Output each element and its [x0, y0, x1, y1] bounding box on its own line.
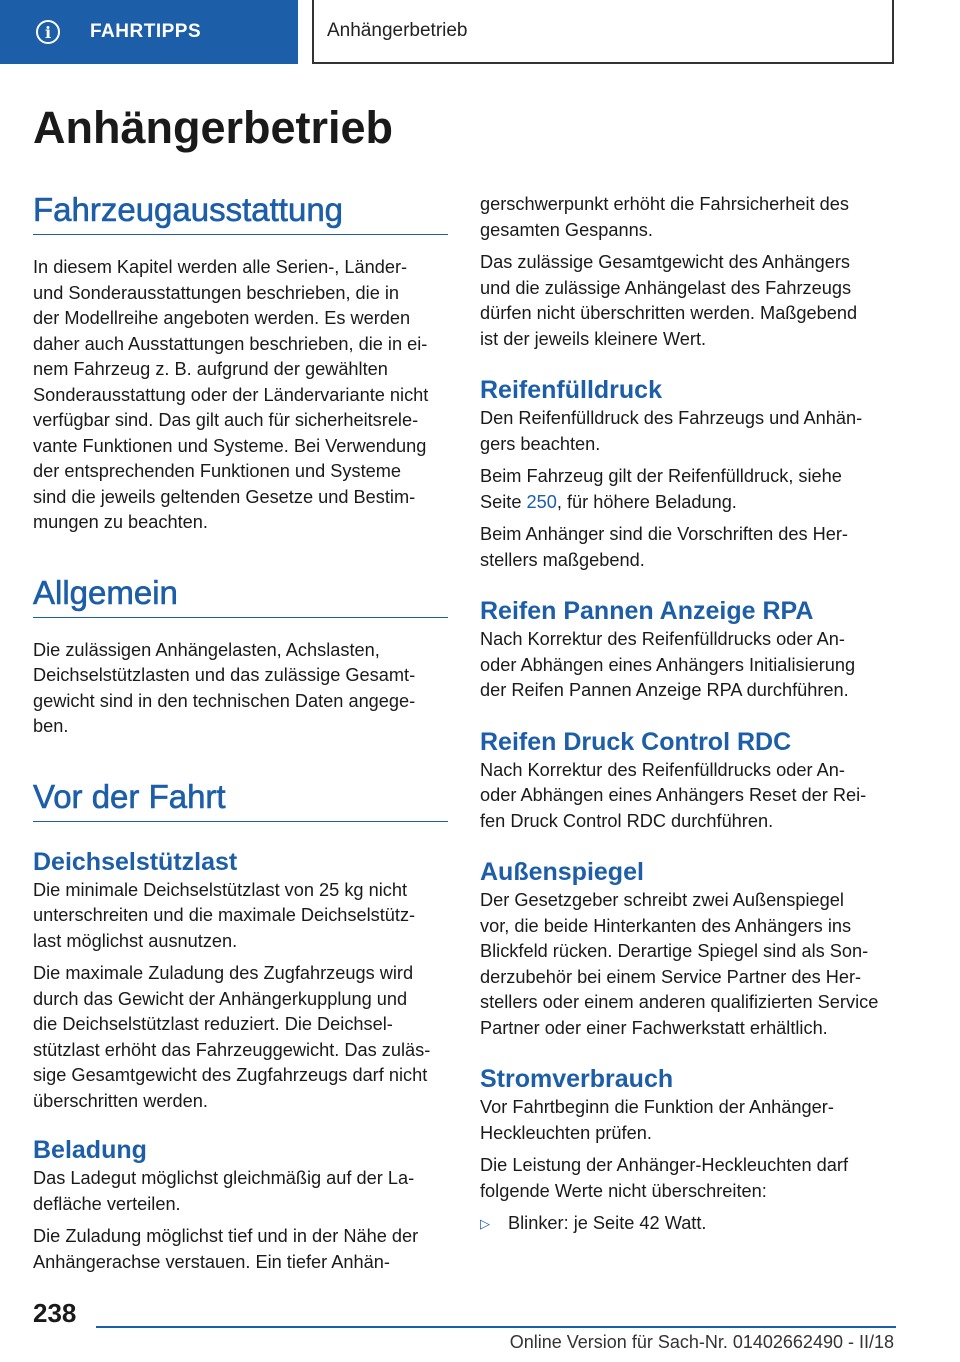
- heading-deichselstuetzlast: Deichselstützlast: [33, 847, 238, 876]
- heading-rpa: Reifen Pannen Anzeige RPA: [480, 597, 814, 625]
- online-version-note: Online Version für Sach-Nr. 01402662490 - II/18: [509, 1332, 894, 1352]
- paragraph-stromverbrauch-2: Die Leistung der Anhänger-Heckleuchten darf folgende Werte nicht überschreiten:: [480, 1155, 849, 1201]
- paragraph-deichsel-2: Die maximale Zuladung des Zugfahrzeugs wird durch das Gewicht der Anhängerkupplung und die Deichselstützlast reduziert. Die Deichsel- stützlast erhöht das Fahrzeuggewicht. Das zuläs- sige Gesamtgewicht des Zugfahrzeugs darf nicht überschritten werden.: [33, 963, 431, 1111]
- heading-reifenfuelldruck: Reifenfülldruck: [480, 376, 662, 404]
- breadcrumb-text: Anhängerbetrieb: [327, 20, 468, 41]
- heading-aussenspiegel: Außenspiegel: [480, 858, 644, 886]
- paragraph-reifenfuelldruck-2: Beim Fahrzeug gilt der Reifenfülldruck, siehe Seite 250, für höhere Beladung.: [480, 466, 842, 512]
- breadcrumb: [312, 0, 894, 64]
- triangle-bullet-icon: ▷: [480, 1216, 490, 1231]
- paragraph-aussenspiegel: Der Gesetzgeber schreibt zwei Außenspiegel vor, die beide Hinterkanten des Anhängers ins Blickfeld rücken. Derartige Spiegel sind als Son- derzubehör bei einem Service Partner des Her- stellers oder einem anderen qualifizierten Service Partner oder einer Fachwerkstatt erhältlich.: [480, 890, 879, 1038]
- page-title: Anhängerbetrieb: [33, 102, 394, 153]
- info-icon: i: [36, 20, 60, 44]
- paragraph-fahrzeugausstattung: In diesem Kapitel werden alle Serien-, Länder- und Sonderausstattungen beschrieben, die in der Modellreihe angeboten werden. Es werden daher auch Ausstattungen beschrieben, die in ei- nem Fahrzeug z. B. aufgrund der gewählten Sonderausstattung oder der Ländervariante nicht verfügbar sind. Das gilt auch für sicherheitsrele- vante Funktionen und Systeme. Bei Verwendung der entsprechenden Funktionen und Systeme sind die jeweils geltenden Gesetze und Bestim- mungen zu beachten.: [33, 257, 429, 532]
- paragraph-beladung-1: Das Ladegut möglichst gleichmäßig auf der La- defläche verteilen.: [33, 1168, 415, 1214]
- paragraph-reifenfuelldruck-1: Den Reifenfülldruck des Fahrzeugs und Anhän- gers beachten.: [480, 408, 863, 454]
- paragraph-rdc: Nach Korrektur des Reifenfülldrucks oder An- oder Abhängen eines Anhängers Reset der Rei- fen Druck Control RDC durchführen.: [480, 759, 867, 831]
- footer-divider: [96, 1326, 896, 1328]
- heading-beladung: Beladung: [33, 1136, 147, 1164]
- paragraph-rpa: Nach Korrektur des Reifenfülldrucks oder An- oder Abhängen eines Anhängers Initialisierung der Reifen Pannen Anzeige RPA durchführen.: [480, 629, 856, 700]
- page-number: 238: [33, 1298, 77, 1328]
- paragraph-stromverbrauch-1: Vor Fahrtbeginn die Funktion der Anhänger- Heckleuchten prüfen.: [480, 1097, 834, 1143]
- section-label: FAHRTIPPS: [90, 21, 202, 42]
- left-column: [33, 190, 448, 1275]
- list-item-text: Blinker: je Seite 42 Watt.: [508, 1213, 707, 1233]
- paragraph-deichsel-1: Die minimale Deichselstützlast von 25 kg nicht unterschreiten und die maximale Deichselstütz- last möglichst ausnutzen.: [33, 879, 416, 951]
- heading-stromverbrauch: Stromverbrauch: [480, 1065, 674, 1093]
- paragraph-reifenfuelldruck-3: Beim Anhänger sind die Vorschriften des Her- stellers maßgebend.: [480, 524, 848, 570]
- list-item: [480, 1211, 895, 1237]
- paragraph-beladung-2: Die Zuladung möglichst tief und in der Nähe der Anhängerachse verstauen. Ein tiefer Anhän-: [33, 1226, 419, 1272]
- heading-fahrzeugausstattung: Fahrzeugausstattung: [33, 190, 448, 235]
- heading-allgemein: Allgemein: [33, 573, 448, 618]
- paragraph-continued-1: gerschwerpunkt erhöht die Fahrsicherheit des gesamten Gespanns.: [480, 194, 849, 240]
- heading-rdc: Reifen Druck Control RDC: [480, 727, 792, 756]
- page-link-250[interactable]: 250: [526, 491, 557, 512]
- paragraph-allgemein: Die zulässigen Anhängelasten, Achslasten, Deichselstützlasten und das zulässige Gesamt- gewicht sind in den technischen Daten angege- ben.: [33, 639, 416, 736]
- paragraph-continued-2: Das zulässige Gesamtgewicht des Anhängers und die zulässige Anhängelast des Fahrzeugs dürfen nicht überschritten werden. Maßgebend ist der jeweils kleinere Wert.: [480, 252, 858, 349]
- section-tab[interactable]: [0, 0, 298, 64]
- heading-vor-der-fahrt: Vor der Fahrt: [33, 777, 448, 822]
- right-column: [480, 192, 895, 1237]
